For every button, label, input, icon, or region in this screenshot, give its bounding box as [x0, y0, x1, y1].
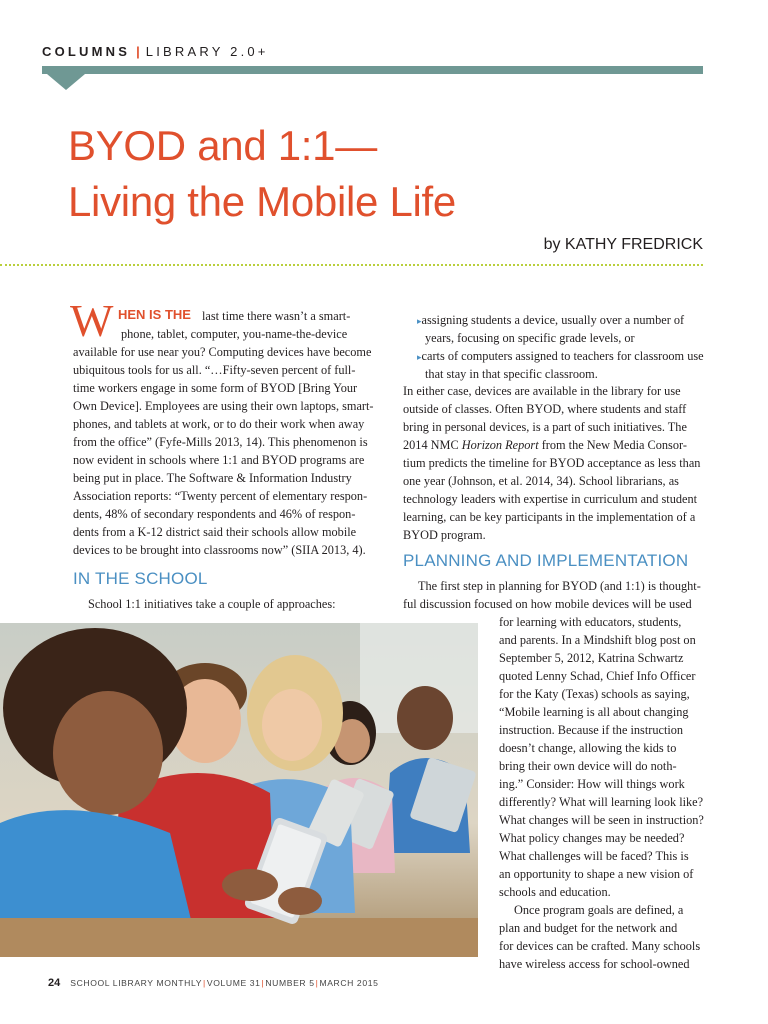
body-line: bring in personal devices, is a part of such initiatives. The — [403, 420, 687, 434]
intro-line: available for use near you? Computing devices have become — [73, 345, 372, 359]
planning-line: for learning with educators, students, — [499, 615, 682, 629]
planning-line: September 5, 2012, Katrina Schwartz — [499, 651, 684, 665]
planning-line: and parents. In a Mindshift blog post on — [499, 633, 696, 647]
subhead-planning: PLANNING AND IMPLEMENTATION — [403, 551, 689, 570]
planning-line: “Mobile learning is all about changing — [499, 705, 689, 719]
planning-line: What changes will be seen in instruction? — [499, 813, 704, 827]
body-line: technology leaders with expertise in curriculum and student — [403, 492, 698, 506]
report-title: Horizon Report — [461, 438, 539, 452]
page-footer: 24 SCHOOL LIBRARY MONTHLY|VOLUME 31|NUMBER 5|MARCH 2015 — [48, 977, 379, 989]
planning-line: The first step in planning for BYOD (and 1:1) is thought- — [418, 579, 701, 593]
volume: VOLUME 31 — [206, 978, 261, 988]
body-line: BYOD program. — [403, 528, 486, 542]
body-line: one year (Johnson, et al. 2014, 34). School librarians, as — [403, 474, 679, 488]
planning-line: for devices can be crafted. Many schools — [499, 939, 701, 953]
planning-line: an opportunity to shape a new vision of — [499, 867, 694, 881]
header-separator: | — [136, 44, 140, 59]
drop-cap: W — [70, 295, 114, 346]
intro-line: dents, 48% of secondary respondents and 46% of respon- — [73, 507, 356, 521]
body-line: learning, can be key participants in the implementation of a — [403, 510, 696, 524]
bullet-item: ▸assigning students a device, usually over a number of — [417, 313, 685, 327]
planning-line: bring their own device will do noth- — [499, 759, 677, 773]
intro-line: from the office” (Fyfe-Mills 2013, 14). This phenomenon is — [73, 435, 368, 449]
bullet-item-continuation: years, focusing on specific grade levels, or — [425, 331, 635, 345]
issue-date: MARCH 2015 — [319, 978, 379, 988]
students-with-tablets-photo — [0, 623, 478, 957]
body-line: 2014 NMC Horizon Report from the New Media Consor- — [403, 438, 687, 452]
section-label: COLUMNS — [42, 44, 131, 59]
planning-line: plan and budget for the network and — [499, 921, 678, 935]
article-title-line-2: Living the Mobile Life — [68, 178, 456, 225]
intro-line: ubiquitous tools for us all. “…Fifty-seven percent of full- — [73, 363, 356, 377]
intro-line: devices to be brought into classrooms now” (SIIA 2013, 4). — [73, 543, 366, 557]
planning-line: ing.” Consider: How will things work — [499, 777, 685, 791]
byline: by KATHY FREDRICK — [543, 236, 703, 253]
intro-line: phones, and tablets at work, or to do their work when away — [73, 417, 365, 431]
column-header — [42, 44, 269, 59]
bullet-item: ▸carts of computers assigned to teachers for classroom use — [417, 349, 704, 363]
intro-line: Own Device]. Employees are using their own laptops, smart- — [73, 399, 374, 413]
journal-name: SCHOOL LIBRARY MONTHLY — [70, 978, 203, 988]
header-rule — [42, 66, 703, 74]
intro-line: being put in place. The Software & Information Industry — [73, 471, 352, 485]
intro-line: phone, tablet, computer, you-name-the-device — [121, 327, 348, 341]
body-line: In either case, devices are available in the library for use — [403, 384, 681, 398]
intro-line: now evident in schools where 1:1 and BYOD programs are — [73, 453, 365, 467]
planning-line: have wireless access for school-owned — [499, 957, 690, 971]
planning-line: schools and education. — [499, 885, 611, 899]
subsection-label: LIBRARY 2.0+ — [145, 44, 269, 59]
planning-line: differently? What will learning look like? — [499, 795, 704, 809]
lead-in: HEN IS THE — [118, 307, 191, 322]
article-title-line-1: BYOD and 1:1— — [68, 122, 377, 169]
planning-line: What challenges will be faced? This is — [499, 849, 689, 863]
body-line: outside of classes. Often BYOD, where students and staff — [403, 402, 687, 416]
planning-line: for the Katy (Texas) schools as saying, — [499, 687, 690, 701]
school-line: School 1:1 initiatives take a couple of approaches: — [88, 597, 336, 611]
issue-number: NUMBER 5 — [265, 978, 315, 988]
bullet-marker-icon: ▸ — [417, 352, 422, 362]
planning-line: ful discussion focused on how mobile devices will be used — [403, 597, 692, 611]
intro-line: dents from a K-12 district said their schools allow mobile — [73, 525, 357, 539]
header-notch — [47, 74, 85, 90]
photo-illustration — [0, 623, 478, 957]
planning-line: What policy changes may be needed? — [499, 831, 685, 845]
planning-line: quoted Lenny Schad, Chief Info Officer — [499, 669, 696, 683]
page-number: 24 — [48, 977, 61, 989]
intro-line: time workers engage in some form of BYOD [Bring Your — [73, 381, 358, 395]
intro-line: Association reports: “Twenty percent of elementary respon- — [73, 489, 368, 503]
subhead-in-the-school: IN THE SCHOOL — [73, 569, 208, 588]
planning-line: instruction. Because if the instruction — [499, 723, 684, 737]
bullet-marker-icon: ▸ — [417, 316, 422, 326]
planning-line: Once program goals are defined, a — [514, 903, 684, 917]
bullet-item-continuation: that stay in that specific classroom. — [425, 367, 598, 381]
dotted-divider — [0, 264, 703, 266]
body-line: tium predicts the timeline for BYOD acceptance as less than — [403, 456, 701, 470]
planning-line: doesn’t change, allowing the kids to — [499, 741, 677, 755]
intro-line: last time there wasn’t a smart- — [202, 309, 351, 323]
